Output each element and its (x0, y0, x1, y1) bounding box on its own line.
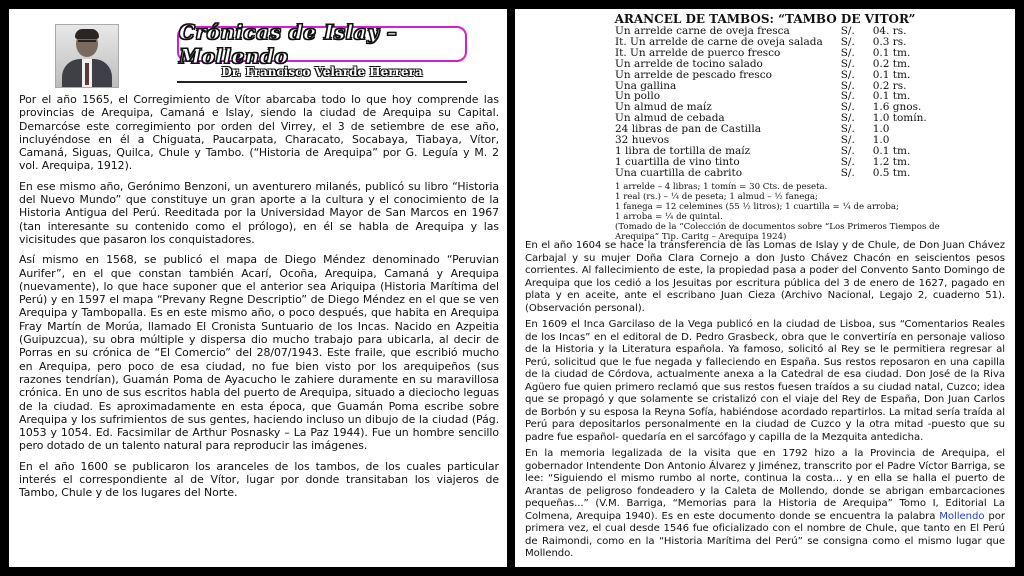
price-value: 0.2 tm. (872, 57, 911, 70)
price-row (615, 59, 931, 70)
price-currency: S/. (840, 144, 855, 157)
title-frame (177, 20, 467, 68)
paragraph-text: por primera vez, el cual desde 1546 fue oficializado con el nombre de Chule, que tanto en El Perú de Raimondi, como en la “Historia Marítima del Perú” se consigna como el mismo lugar que Mollendo. (525, 510, 1005, 559)
measurement-notes (615, 182, 945, 243)
price-row (615, 70, 931, 81)
price-currency: S/. (840, 101, 855, 114)
price-value: 1.0 (872, 134, 890, 147)
price-currency: S/. (840, 155, 855, 168)
price-currency: S/. (840, 79, 855, 92)
arancel-title: ARANCEL DE TAMBOS: “TAMBO DE VITOR” (614, 12, 916, 26)
price-item: Un arrelde carne de oveja fresca (615, 25, 790, 37)
price-value: 0.1 tm. (872, 90, 911, 103)
price-item: Una gallina (615, 79, 677, 92)
paragraph (525, 448, 1005, 561)
right-article-body (525, 240, 1005, 565)
price-value: 0.1 tm. (872, 144, 911, 157)
paragraph: En ese mismo año, Gerónimo Benzoni, un aventurero milanés, publicó su libro “Historia del Nuevo Mundo” que constituye un gran aporte a la cultura y el conocimiento de la Historia Antigua del Perú. Reeditada por la Universidad Mayor de San Marcos en 1967 (tan interesante su contenido como el prólogo), en él se habla de Arequipa y las vicisitudes que pasaron los conquistadores. (19, 179, 499, 246)
left-page (9, 9, 507, 567)
price-currency: S/. (840, 68, 855, 81)
note-line: 1 real (rs.) – ¼ de peseta; 1 almud – ½ fanega; (615, 192, 818, 203)
price-value: 04. rs. (872, 25, 907, 37)
price-currency: S/. (840, 35, 855, 48)
price-item: It. Un arrelde de carne de oveja salada (615, 35, 823, 48)
price-currency: S/. (840, 123, 855, 136)
note-line: Arequipa” Tip. Caritg – Arequipa 1924) (615, 232, 787, 243)
price-value: 0.1 tm. (872, 68, 911, 81)
highlighted-word: Mollendo (939, 510, 985, 522)
price-value: 1.2 tm. (872, 155, 911, 168)
price-value: 1.0 (872, 123, 890, 136)
price-item: 24 libras de pan de Castilla (615, 123, 762, 136)
price-value: 0.1 tm. (872, 46, 911, 59)
price-item: 1 cuartilla de vino tinto (615, 155, 740, 168)
author-underline (177, 81, 467, 83)
price-currency: S/. (840, 25, 855, 37)
author-portrait (55, 24, 119, 88)
paragraph: En el año 1600 se publicaron los aranceles de los tambos, de los cuales particular interés el correspondiente al de Vítor, lugar por donde transitaban los viajeros de Tambo, Chule y de los lugares del Norte. (19, 459, 499, 500)
paragraph: Así mismo en 1568, se publicó el mapa de Diego Méndez denominado “Peruvian Aurifer”, en el que constan también Acarí, Ocoña, Arequipa, Camaná y Arequipa (nuevamente), lo que hace suponer que el anterior sea Ariquipa (Historia Marítima del Perú) y en 1597 el mapa “Prevany Regne Descriptio” de Diego Méndez en el que se ven Arequipa y Tambopalla. Es en este mismo año, o poco después, que habita en Arequipa Fray Martín de Morúa, llamado El Cronista Suntuario de los Incas. Nacido en Azpeitia (Guipuzcua), su obra múltiple y dispersa dio mucho trabajo para ubicarla, al decir de Porras en su crónica de “El Comercio” del 28/07/1943. Este fraile, que escribió mucho en Arequipa, pero poco de esa ciudad, no fue bien visto por los arequipeños (sus razones tendrían), Guamán Poma de Ayacucho le zahiere duramente en su maravillosa crónica. En uno de sus escritos habla del puerto de Arequipa, situado a dieciocho leguas de la ciudad. Es aproximadamente en esta época, que Guamán Poma escribe sobre Arequipa y los sufrimientos de sus gentes, haciendo incluso un dibujo de la ciudad (Pág. 1053 y 1054. Ed. Facsimilar de Arthur Posnasky – La Paz 1944). Fue un hombre sencillo pero dotado de un talento natural para reproducir las imágenes. (19, 253, 499, 453)
left-article-body (19, 93, 499, 507)
page-title: Crónicas de Islay – Mollendo (179, 20, 398, 68)
price-value: 0.5 tm. (872, 166, 911, 179)
price-item: Un almud de cebada (615, 112, 725, 125)
price-item: Un pollo (615, 90, 661, 103)
price-currency: S/. (840, 46, 855, 59)
paragraph: En el año 1604 se hace la transferencia de las Lomas de Islay y de Chule, de Don Juan Chávez Carbajal y su mujer Doña Clara Cornejo a don Justo Chávez Chacón en seiscientos pesos corrientes. Al fallecimiento de este, la propiedad pasa a poder del Convento Santo Domingo de Arequipa que los cedió a los Jesuitas por escritura pública del 3 de enero de 1627, pagado en plata y en aceite, ante el escribano Juan Cieza (Archivo Nacional, Legajo 2, cuaderno 51). (Observación personal). (525, 240, 1005, 314)
price-currency: S/. (840, 57, 855, 70)
price-currency: S/. (840, 112, 855, 125)
note-line: 1 fanega = 12 celemines (55 ½ litros); 1 cuartilla = ¼ de arroba; (615, 202, 899, 213)
price-item: Un arrelde de pescado fresco (615, 68, 772, 81)
price-item: Un almud de maíz (615, 101, 712, 114)
price-value: 0.2 rs. (872, 79, 907, 92)
author-name: Dr. Francisco Velarde Herrera (221, 65, 423, 79)
right-page (515, 9, 1015, 567)
price-item: Un arrelde de tocino salado (615, 57, 763, 70)
price-currency: S/. (840, 90, 855, 103)
paragraph-text: En la memoria legalizada de la visita que en 1792 hizo a la Provincia de Arequipa, el gobernador Intendente Don Antonio Álvarez y Jiménez, transcrito por el Padre Víctor Barriga, se lee: “Siguiendo el mismo rumbo al norte, continua la costa... y en ella se halla el puerto de Arantas de peligroso fondeadero y la Caleta de Mollendo, donde se abrigan embarcaciones pequeñas...” (V.M. Barriga, “Memorias para la Historia de Arequipa” Tomo I, Editorial La Colmena, Arequipa 1940). Es en este documento donde se encuentra la palabra (525, 448, 1005, 522)
price-currency: S/. (840, 134, 855, 147)
price-table (615, 26, 931, 179)
note-line: 1 arrelde – 4 libras; 1 tomín = 30 Cts. de peseta. (615, 182, 828, 192)
price-item: 1 libra de tortilla de maíz (615, 144, 751, 157)
price-value: 0.3 rs. (872, 35, 907, 48)
price-row (615, 168, 931, 179)
price-currency: S/. (840, 166, 855, 179)
price-value: 1.0 tomín. (872, 112, 927, 125)
paragraph: En 1609 el Inca Garcilaso de la Vega publicó en la ciudad de Lisboa, sus “Comentarios Reales de los Incas” en el editoral de D. Pedro Grasbeck, obra que le convertiría en personaje valioso de la Historia y la Literatura española. Ya famoso, solicitó al Rey se le permitiera regresar al Perú, solicitud que le fue negada y falleciendo en España. Sus restos reposaron en una capilla de la ciudad de Córdova, actualmente anexa a la Catedral de esa ciudad. Don José de la Riva Agüero fue quien primero reclamó que sus restos fuesen traídos a su ciudad natal, Cuzco; idea que se propagó y que solamente se cristalizó con el viaje del Rey de España, Don Juan Carlos de Borbón y su esposa la Reyna Sofía, habiéndose acordado repartirlos. La mitad sería traída al Perú para depositarlos personalmente en la ciudad de Cuzco y la otra mitad -puesto que su padre fue español- quedaría en el sarcófago y capilla de la Mezquita antedicha. (525, 319, 1005, 443)
price-value: 1.6 gnos. (872, 101, 922, 114)
price-item: It. Un arrelde de puerco fresco (615, 46, 781, 59)
paragraph: Por el año 1565, el Corregimiento de Vítor abarcaba todo lo que hoy comprende las provincias de Arequipa, Camaná e Islay, siendo la ciudad de Arequipa su Capital. Demarcóse este corregimiento por orden del Virrey, el 3 de setiembre de ese año, incluyéndose en él a Chiguata, Paucarpata, Characato, Socabaya, Tiabaya, Vítor, Camaná, Siguas, Quilca, Chule y Tambo. (“Historia de Arequipa” por G. Leguía y M. 2 vol. Arequipa, 1912). (19, 93, 499, 173)
note-line: (Tomado de la “Colección de documentos sobre “Los Primeros Tiempos de (615, 222, 940, 233)
price-item: 32 huevos (615, 134, 670, 147)
price-item: Una cuartilla de cabrito (615, 166, 743, 179)
note-line: 1 arroba = ¼ de quintal. (615, 212, 723, 223)
